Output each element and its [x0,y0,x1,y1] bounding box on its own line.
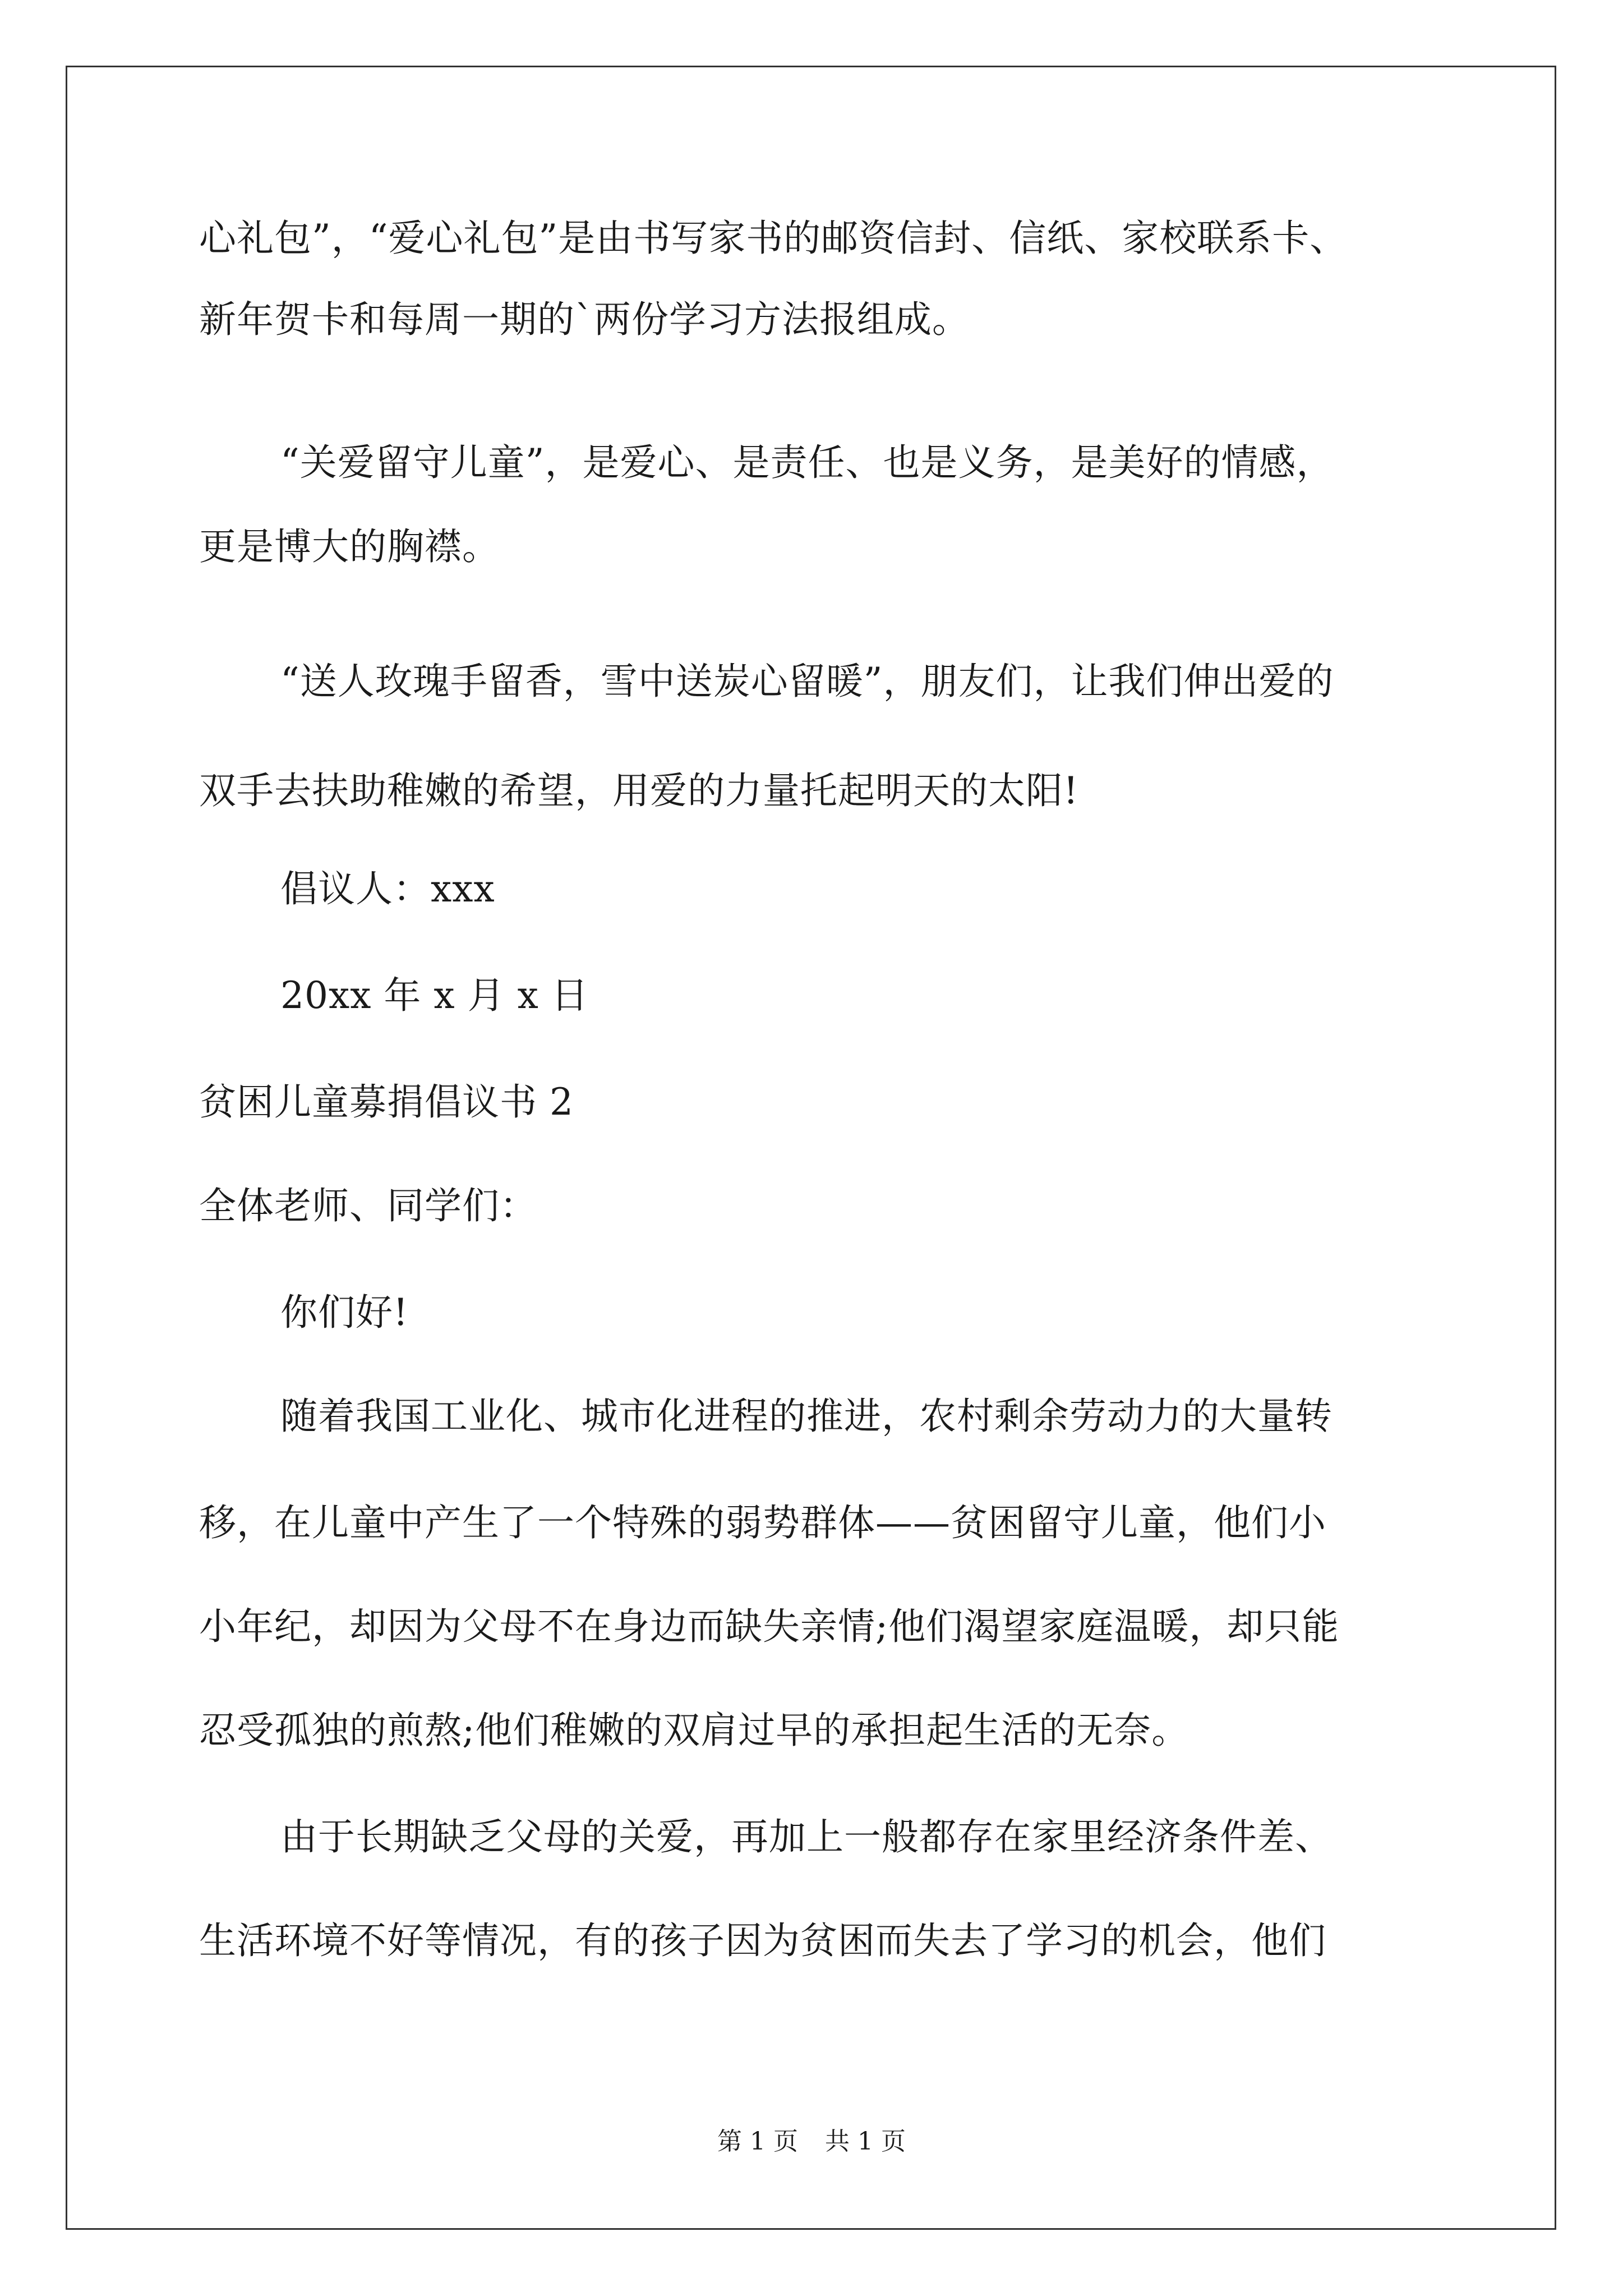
body-line: “送人玫瑰手留香，雪中送炭心留暖”，朋友们，让我们伸出爱的 [280,660,1334,703]
date-line: 20xx 年 x 月 x 日 [280,974,589,1017]
page-border [66,66,1556,2230]
body-line: 由于长期缺乏父母的关爱，再加上一般都存在家里经济条件差、 [280,1815,1332,1858]
body-line: 生活环境不好等情况，有的孩子因为贫困而失去了学习的机会，他们 [199,1919,1326,1962]
page-total: 共 1 页 [825,2127,906,2156]
body-line: “关爱留守儿童”，是爱心、是责任、也是义务，是美好的情感， [280,441,1334,484]
salutation: 全体老师、同学们： [199,1184,537,1227]
body-line: 双手去扶助稚嫩的希望，用爱的力量托起明天的太阳! [199,769,1079,812]
page-number: 第 1 页 [717,2127,798,2156]
body-line: 新年贺卡和每周一期的`两份学习方法报组成。 [199,298,970,341]
greeting: 你们好! [280,1291,409,1334]
signature-line: 倡议人：xxx [280,867,495,910]
section-title: 贫困儿童募捐倡议书 2 [199,1080,574,1124]
body-line: 随着我国工业化、城市化进程的推进，农村剩余劳动力的大量转 [280,1395,1332,1438]
body-line: 移，在儿童中产生了一个特殊的弱势群体——贫困留守儿童，他们小 [199,1501,1326,1544]
body-line: 更是博大的胸襟。 [199,525,500,568]
body-line: 忍受孤独的煎熬;他们稚嫩的双肩过早的承担起生活的无奈。 [199,1709,1189,1752]
page-footer [0,2126,1623,2157]
body-line: 心礼包”，“爱心礼包”是由书写家书的邮资信封、信纸、家校联系卡、 [199,217,1348,260]
body-line: 小年纪，却因为父母不在身边而缺失亲情;他们渴望家庭温暖，却只能 [199,1605,1340,1648]
